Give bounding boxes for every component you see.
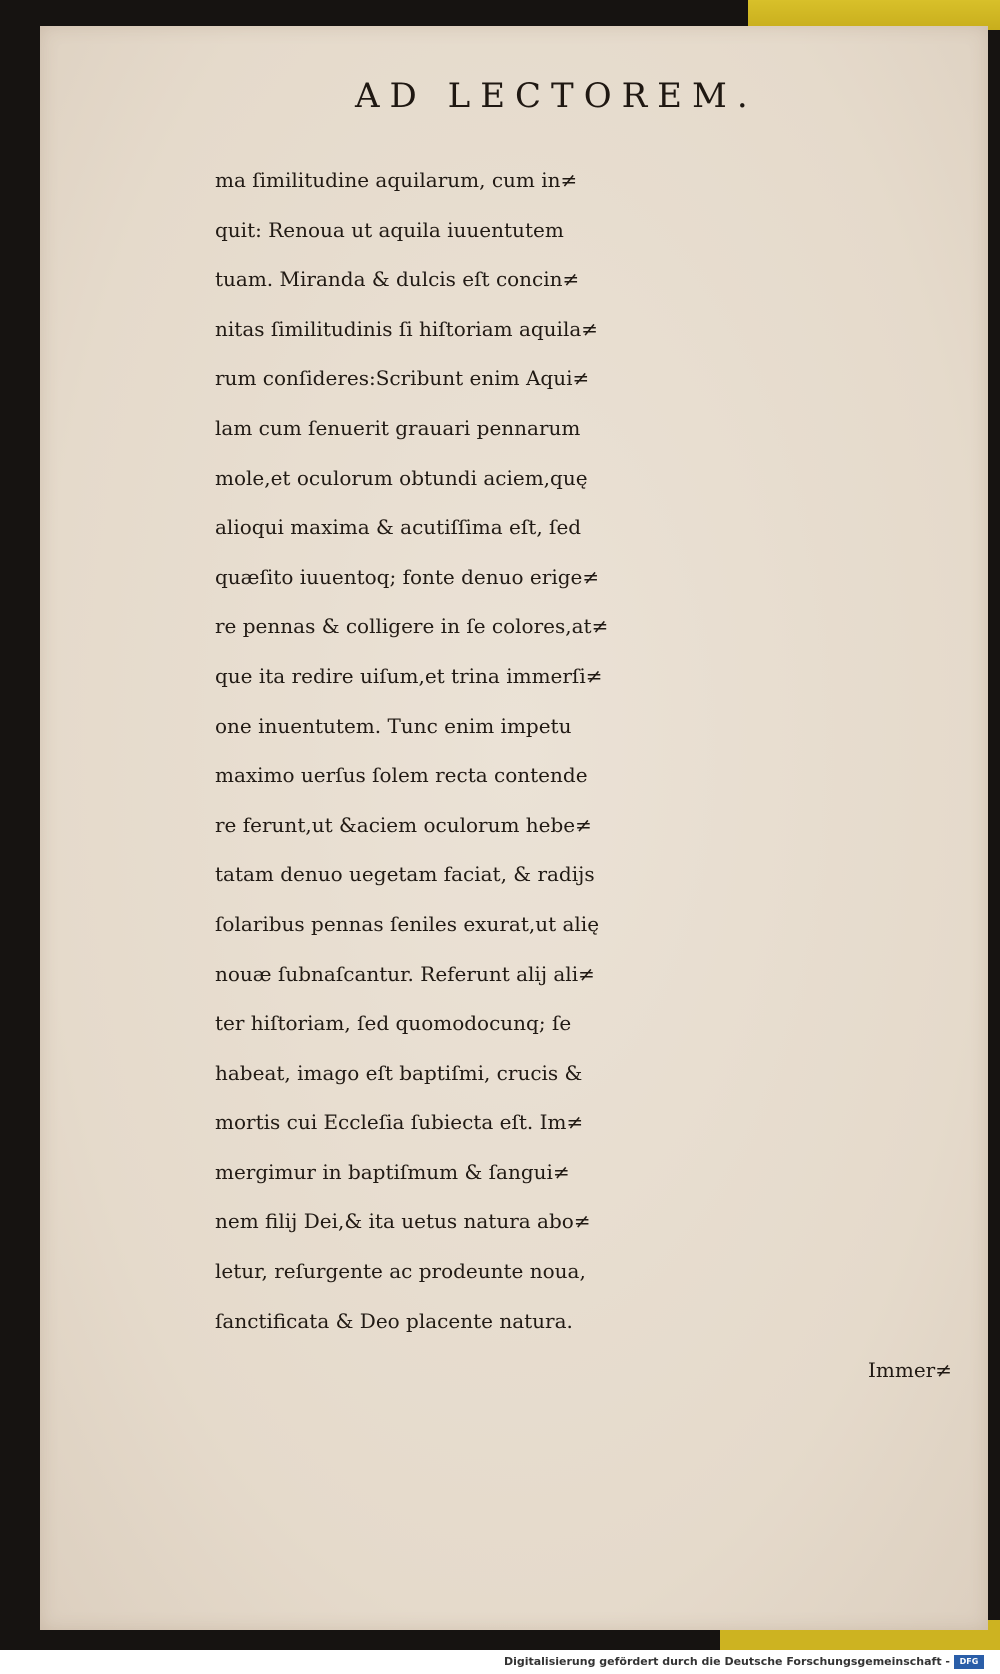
- running-header: AD LECTOREM.: [355, 76, 758, 116]
- text-line: mergimur in baptiſmum & ſangui≠: [215, 1159, 570, 1184]
- text-line: mortis cui Eccleſia ſubiecta eſt. Im≠: [215, 1110, 584, 1135]
- catchword: Immer≠: [868, 1358, 952, 1383]
- footer-bar: [0, 1650, 1000, 1674]
- text-line: lam cum ſenuerit grauari pennarum: [215, 415, 581, 440]
- text-line: nouæ ſubnaſcantur. Referunt alij ali≠: [215, 961, 595, 986]
- dfg-logo-icon: DFG: [954, 1655, 984, 1669]
- text-line: ma ſimilitudine aquilarum, cum in≠: [215, 168, 578, 192]
- text-line: ter hiſtoriam, ſed quomodocunq; ſe: [215, 1011, 572, 1036]
- text-line: ſolaribus pennas ſeniles exurat,ut alię: [215, 911, 600, 936]
- text-line: ſanctificata & Deo placente natura.: [215, 1308, 573, 1333]
- text-line: mole,et oculorum obtundi aciem,quę: [215, 465, 588, 490]
- text-line: nem filij Dei,& ita uetus natura abo≠: [215, 1209, 591, 1234]
- text-line: maximo uerſus ſolem recta contende: [215, 763, 588, 788]
- text-line: nitas ſimilitudinis ſi hiſtoriam aquila≠: [215, 316, 599, 341]
- text-line: tatam denuo uegetam faciat, & radijs: [215, 862, 595, 887]
- text-line: alioqui maxima & acutiſſima eſt, ſed: [215, 515, 582, 540]
- text-line: letur, reſurgente ac prodeunte noua,: [215, 1259, 586, 1284]
- text-line: quæſito iuuentoq; fonte denuo erige≠: [215, 564, 600, 589]
- funding-credit: Digitalisierung gefördert durch die Deutsche Forschungsgemeinschaft -: [503, 1655, 950, 1668]
- text-line: re ferunt,ut &aciem oculorum hebe≠: [215, 812, 592, 837]
- text-line: one inuentutem. Tunc enim impetu: [215, 713, 572, 738]
- text-line: tuam. Miranda & dulcis eſt concin≠: [215, 267, 580, 292]
- text-line: rum conſideres:Scribunt enim Aqui≠: [215, 366, 590, 391]
- text-line: quit: Renoua ut aquila iuuentutem: [215, 217, 564, 242]
- text-line: habeat, imago eſt baptiſmi, crucis &: [215, 1060, 583, 1085]
- text-line: re pennas & colligere in ſe colores,at≠: [215, 614, 609, 639]
- text-line: que ita redire uiſum,et trina immerſi≠: [215, 663, 603, 688]
- body-text: [215, 156, 960, 1396]
